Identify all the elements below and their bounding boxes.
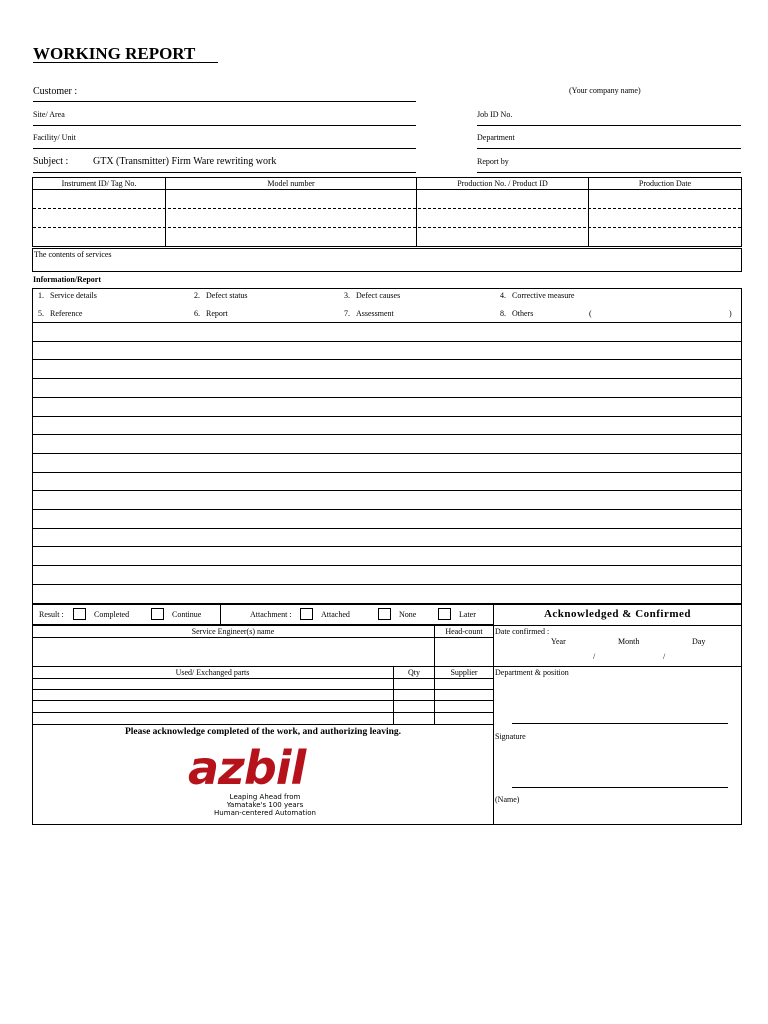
subject-label: Subject : <box>33 156 69 167</box>
later-checkbox[interactable] <box>438 608 451 620</box>
logo-tagline-1: Leaping Ahead from <box>229 793 301 801</box>
subject-line <box>33 172 416 173</box>
day-label: Day <box>692 637 706 646</box>
report-line <box>32 416 742 417</box>
parts-row-line-1 <box>32 689 494 690</box>
title-underline <box>33 62 218 63</box>
engineer-name-header: Service Engineer(s) name <box>191 627 275 636</box>
continue-label: Continue <box>172 610 202 619</box>
production-date-header: Production Date <box>638 179 692 188</box>
acknowledge-text: Please acknowledge completed of the work, and authorizing leaving. <box>124 727 401 737</box>
signature-label: Signature <box>495 732 526 741</box>
date-bottom-line <box>493 666 742 667</box>
report-line <box>32 509 742 510</box>
job-id-label: Job ID No. <box>477 110 513 119</box>
acknowledged-confirmed-title: Acknowledged & Confirmed <box>543 608 692 620</box>
signature-line <box>512 787 728 788</box>
model-number-header: Model number <box>267 179 315 188</box>
continue-checkbox[interactable] <box>151 608 164 620</box>
report-line <box>32 397 742 398</box>
parts-row-line-2 <box>32 700 494 701</box>
info-item-defect-causes: 3. Defect causes <box>344 291 401 300</box>
report-line <box>32 584 742 585</box>
attachment-label: Attachment : <box>250 610 292 619</box>
report-line <box>32 453 742 454</box>
production-no-header: Production No. / Product ID <box>457 179 548 188</box>
report-line <box>32 565 742 566</box>
info-item-reference: 5. Reference <box>38 309 83 318</box>
site-area-line <box>33 125 416 126</box>
date-slash-1: / <box>593 652 596 661</box>
subject-value: GTX (Transmitter) Firm Ware rewriting work <box>93 156 277 167</box>
info-item-defect-status: 2. Defect status <box>194 291 248 300</box>
department-line <box>477 148 741 149</box>
result-divider-1 <box>220 604 221 625</box>
your-company-name: (Your company name) <box>569 86 641 95</box>
instrument-table-header-line <box>32 189 742 190</box>
report-by-line <box>477 172 741 173</box>
information-report-box <box>32 288 742 604</box>
report-line <box>32 546 742 547</box>
parts-bottom-line <box>32 724 494 725</box>
none-label: None <box>399 610 417 619</box>
report-line <box>32 472 742 473</box>
confirm-title-line <box>493 625 742 626</box>
customer-line <box>33 101 416 102</box>
parts-header: Used/ Exchanged parts <box>175 668 250 677</box>
department-position-line <box>512 723 728 724</box>
info-item-corrective-measure: 4. Corrective measure <box>500 291 575 300</box>
information-report-label: Information/Report <box>33 275 101 284</box>
supplier-header: Supplier <box>450 668 478 677</box>
completed-label: Completed <box>94 610 130 619</box>
info-item-service-details: 1. Service details <box>38 291 97 300</box>
site-area-label: Site/ Area <box>33 110 65 119</box>
facility-line <box>33 148 416 149</box>
instrument-id-header: Instrument ID/ Tag No. <box>61 179 137 188</box>
customer-label: Customer : <box>33 86 78 97</box>
contents-of-services-label: The contents of services <box>34 250 112 259</box>
job-id-line <box>477 125 741 126</box>
others-close-paren: ) <box>729 309 732 318</box>
result-label: Result : <box>39 610 64 619</box>
page-title: WORKING REPORT <box>33 44 196 63</box>
instrument-row-divider-2 <box>33 227 741 228</box>
report-line <box>32 378 742 379</box>
year-label: Year <box>551 637 566 646</box>
attached-checkbox[interactable] <box>300 608 313 620</box>
report-line <box>32 341 742 342</box>
others-open-paren: ( <box>589 309 592 318</box>
logo-tagline-3: Human-centered Automation <box>214 809 316 817</box>
facility-label: Facility/ Unit <box>33 133 76 142</box>
date-confirmed-label: Date confirmed : <box>495 627 550 636</box>
engineer-header-line <box>32 637 494 638</box>
parts-row-line-3 <box>32 712 494 713</box>
report-line <box>32 359 742 360</box>
attached-label: Attached <box>321 610 350 619</box>
instrument-row-divider-1 <box>33 208 741 209</box>
info-item-others: 8. Others <box>500 309 534 318</box>
date-slash-2: / <box>663 652 666 661</box>
month-label: Month <box>618 637 640 646</box>
contents-of-services-box <box>32 248 742 272</box>
report-line <box>32 490 742 491</box>
completed-checkbox[interactable] <box>73 608 86 620</box>
headcount-header: Head-count <box>445 627 483 636</box>
azbil-logo: azbil <box>188 741 306 795</box>
report-line <box>32 434 742 435</box>
qty-header: Qty <box>408 668 420 677</box>
name-label: (Name) <box>495 795 520 804</box>
report-by-label: Report by <box>477 157 509 166</box>
later-label: Later <box>459 610 476 619</box>
department-label: Department <box>477 133 515 142</box>
report-line <box>32 528 742 529</box>
info-item-report: 6. Report <box>194 309 228 318</box>
engineer-bottom-line <box>32 666 494 667</box>
department-position-label: Department & position <box>495 668 569 677</box>
logo-tagline-2: Yamatake's 100 years <box>226 801 304 809</box>
none-checkbox[interactable] <box>378 608 391 620</box>
parts-header-line <box>32 678 494 679</box>
report-line <box>32 322 742 323</box>
info-item-assessment: 7. Assessment <box>344 309 394 318</box>
